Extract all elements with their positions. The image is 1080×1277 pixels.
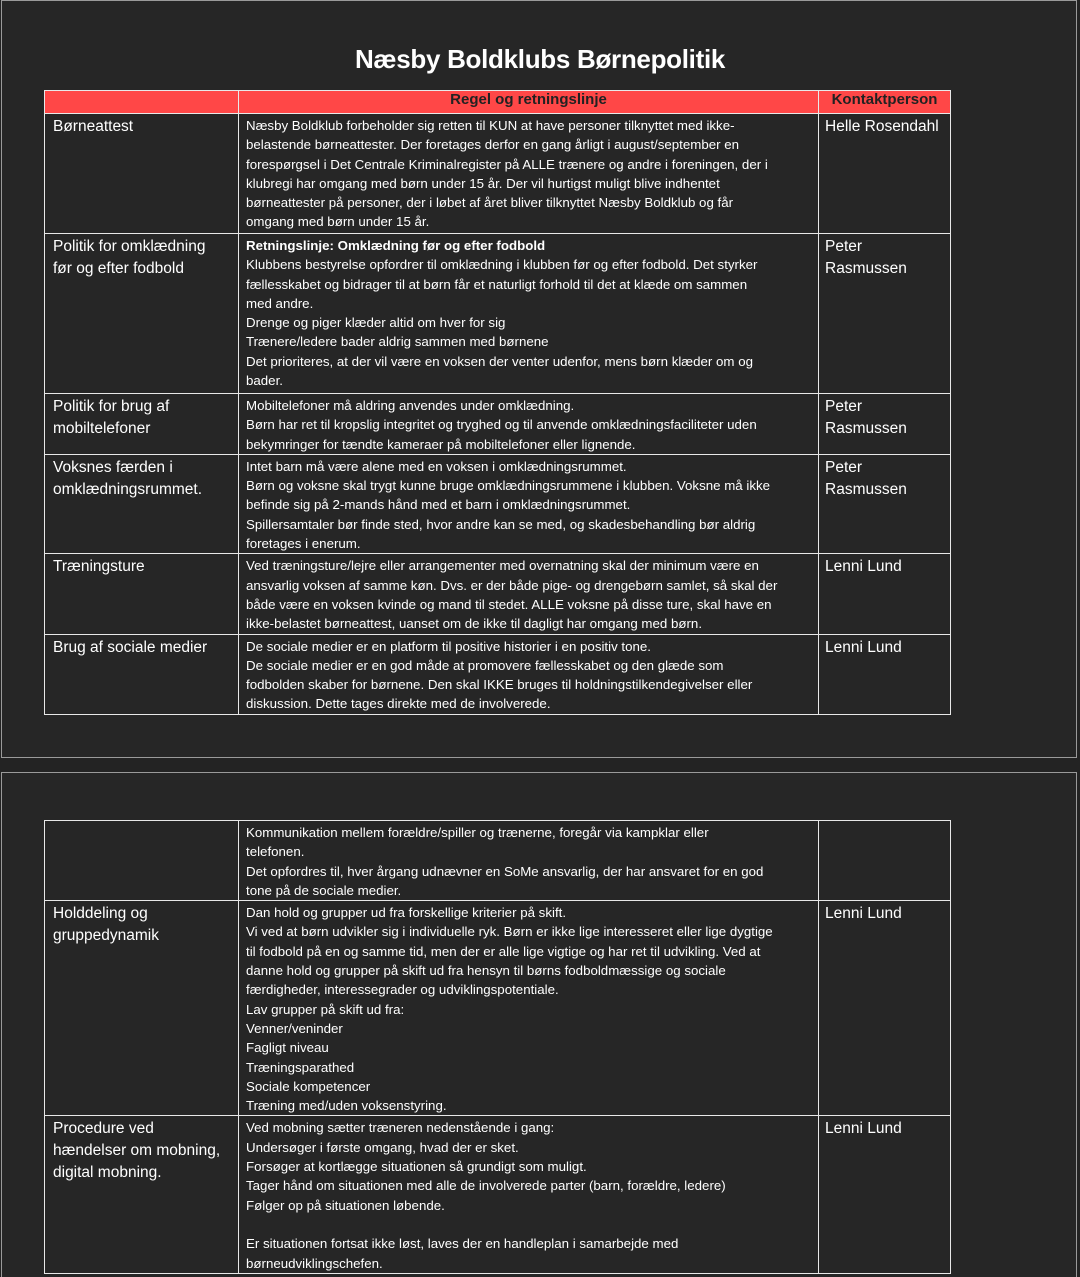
guideline-text: De sociale medier er en god måde at promovere fællesskabet og den glæde som — [246, 657, 724, 673]
guideline-text: fodbolden skaber for børnene. Den skal IKKE bruges til holdningstilkendegivelser eller — [246, 677, 753, 693]
guideline-text: Intet barn må være alene med en voksen i omklædningsrummet. — [246, 458, 627, 474]
contact-cell — [819, 901, 951, 1116]
guideline-text: Trænere/ledere bader aldrig sammen med børnene — [246, 334, 549, 350]
guideline-cell — [239, 901, 819, 1116]
rule-text: Holddeling og — [53, 905, 148, 923]
document-title: Næsby Boldklubs Børnepolitik — [354, 44, 726, 74]
rule-text: før og efter fodbold — [53, 260, 184, 277]
guideline-text: Drenge og piger klæder altid om hver for sig — [246, 315, 506, 331]
contact-cell — [819, 1116, 951, 1273]
guideline-text: både være en voksen kvinde og mand til stedet. ALLE voksne på disse ture, skal have en — [246, 596, 772, 612]
guideline-text: Sociale kompetencer — [246, 1078, 371, 1094]
guideline-text: Undersøger i første omgang, hvad der er sket. — [246, 1139, 519, 1155]
guideline-text: klubregi har omgang med børn under 15 år. Der vil hurtigst muligt blive indhentet — [246, 175, 720, 191]
contact-person: Lenni Lund — [825, 638, 902, 656]
guideline-text: fællesskabet og bidrager til at børn får et naturligt forhold til det at klæde om sammen — [246, 276, 748, 292]
contact-person: Peter — [825, 458, 863, 476]
rule-cell — [45, 634, 239, 714]
guideline-text: ikke-belastet børneattest, uanset om de ikke til dagligt har omgang med børn. — [246, 616, 703, 632]
rule-text: omklædningsrummet. — [53, 480, 203, 498]
guideline-text: diskussion. Dette tages direkte med de involverede. — [246, 696, 551, 712]
guideline-text: Det prioriteres, at der vil være en voksen der venter udenfor, mens børn klæder om og — [246, 353, 753, 369]
rule-text: Procedure ved — [53, 1120, 154, 1138]
rule-cell — [45, 554, 239, 634]
guideline-text: bader. — [246, 373, 283, 389]
header-guideline: Regel og retningslinje — [239, 91, 819, 114]
guideline-text: børneattester på personer, der i løbet af året bliver tilknyttet Næsby Boldklub og får — [246, 195, 734, 211]
guideline-cell — [239, 634, 819, 714]
table-row — [45, 821, 951, 901]
guideline-text: foretages i enerum. — [246, 536, 361, 552]
policy-table-page-1 — [44, 90, 951, 715]
rule-text: hændelser om mobning, — [53, 1142, 221, 1160]
guideline-cell — [239, 821, 819, 901]
contact-cell — [819, 454, 951, 553]
rule-cell — [45, 454, 239, 553]
contact-cell — [819, 114, 951, 234]
guideline-text: Børn og voksne skal trygt kunne bruge omklædningsrummene i klubben. Voksne må ikke — [246, 478, 771, 494]
header-rule — [45, 91, 239, 114]
guideline-cell — [239, 394, 819, 455]
rule-cell — [45, 114, 239, 234]
table-row — [45, 1116, 951, 1273]
guideline-text: danne hold og grupper på skift ud fra hensyn til børns fodboldmæssige og sociale — [246, 963, 726, 979]
contact-cell — [819, 554, 951, 634]
guideline-text: telefonen. — [246, 844, 305, 860]
guideline-text: Børn har ret til kropslig integritet og tryghed og til anvende omklædningsfaciliteter uden — [246, 417, 757, 433]
guideline-text — [246, 1215, 816, 1234]
guideline-text: børneudviklingschefen. — [246, 1255, 383, 1271]
guideline-text: Træning med/uden voksenstyring. — [246, 1098, 447, 1114]
rule-text: Børneattest — [53, 118, 134, 135]
contact-cell — [819, 634, 951, 714]
guideline-text: Mobiltelefoner må aldring anvendes under omklædning. — [246, 398, 575, 413]
rule-cell — [45, 234, 239, 394]
guideline-text: Ved træningsture/lejre eller arrangementer med overnatning skal der minimum være en — [246, 558, 759, 574]
guideline-text: Træningsparathed — [246, 1059, 355, 1075]
contact-person: Rasmussen — [825, 480, 907, 498]
rule-cell — [45, 394, 239, 455]
guideline-text: Dan hold og grupper ud fra forskellige kriterier på skift. — [246, 905, 567, 921]
guideline-text: forespørgsel i Det Centrale Kriminalregister på ALLE trænere og andre i foreningen, der i — [246, 156, 768, 172]
contact-person: Lenni Lund — [825, 1120, 902, 1138]
guideline-text: Kommunikation mellem forældre/spiller og trænerne, foregår via kampklar eller — [246, 825, 709, 840]
contact-cell — [819, 821, 951, 901]
guideline-text: befinde sig på 2-mands hånd med et barn i omklædningsrummet. — [246, 497, 631, 513]
contact-person: Lenni Lund — [825, 558, 902, 576]
rule-text: digital mobning. — [53, 1164, 162, 1182]
guideline-text: Følger op på situationen løbende. — [246, 1197, 445, 1213]
guideline-heading: Retningslinje: Omklædning før og efter fodbold — [246, 238, 546, 253]
guideline-text: Fagligt niveau — [246, 1040, 329, 1056]
table-row — [45, 901, 951, 1116]
rule-text: Brug af sociale medier — [53, 638, 208, 656]
guideline-cell — [239, 454, 819, 553]
table-row — [45, 634, 951, 714]
table-row — [45, 234, 951, 394]
guideline-text: Er situationen fortsat ikke løst, laves der en handleplan i samarbejde med — [246, 1236, 679, 1252]
contact-person: Lenni Lund — [825, 905, 902, 923]
guideline-text: bekymringer for tændte kameraer på mobiltelefoner eller lignende. — [246, 436, 636, 452]
contact-person: Peter — [825, 238, 863, 255]
contact-cell — [819, 234, 951, 394]
table-header-row — [45, 91, 951, 114]
guideline-text: omgang med børn under 15 år. — [246, 214, 430, 230]
table-row — [45, 454, 951, 553]
contact-cell — [819, 394, 951, 455]
guideline-text: Tager hånd om situationen med alle de involverede parter (barn, forældre, ledere) — [246, 1178, 726, 1194]
guideline-text: Det opfordres til, hver årgang udnævner en SoMe ansvarlig, der har ansvaret for en god — [246, 863, 764, 879]
guideline-text: Ved mobning sætter træneren nedenstående i gang: — [246, 1120, 555, 1136]
guideline-text: Spillersamtaler bør finde sted, hvor andre kan se med, og skadesbehandling bør aldrig — [246, 516, 756, 532]
rule-cell — [45, 821, 239, 901]
table-row — [45, 394, 951, 455]
guideline-cell — [239, 1116, 819, 1273]
rule-text: gruppedynamik — [53, 927, 159, 945]
guideline-text: med andre. — [246, 295, 314, 311]
guideline-text: belastende børneattester. Der foretages derfor en gang årligt i august/september en — [246, 137, 740, 153]
rule-text: Politik for brug af — [53, 398, 170, 415]
rule-text: Politik for omklædning — [53, 238, 206, 255]
guideline-cell — [239, 114, 819, 234]
rule-text: Voksnes færden i — [53, 458, 173, 476]
guideline-cell — [239, 554, 819, 634]
guideline-text: tone på de sociale medier. — [246, 882, 402, 898]
table-row — [45, 114, 951, 234]
guideline-text: Næsby Boldklub forbeholder sig retten til KUN at have personer tilknyttet med ikke- — [246, 118, 735, 133]
policy-table-page-2 — [44, 820, 951, 1274]
contact-person: Rasmussen — [825, 420, 907, 437]
table-row — [45, 554, 951, 634]
rule-cell — [45, 901, 239, 1116]
guideline-text: De sociale medier er en platform til positive historier i en positiv tone. — [246, 638, 651, 654]
rule-text: Træningsture — [53, 558, 145, 576]
guideline-text: ansvarlig voksen af samme køn. Dvs. er der både pige- og drengebørn samlet, så skal der — [246, 577, 778, 593]
guideline-text: færdigheder, interessegrader og udviklingspotentiale. — [246, 982, 559, 998]
guideline-text: Lav grupper på skift ud fra: — [246, 1001, 405, 1017]
contact-person: Rasmussen — [825, 260, 907, 277]
guideline-cell — [239, 234, 819, 394]
guideline-text: Venner/veninder — [246, 1020, 343, 1036]
guideline-text: Vi ved at børn udvikler sig i individuelle ryk. Børn er ikke lige interesseret eller lige dygtige — [246, 924, 773, 940]
guideline-text: Forsøger at kortlægge situationen så grundigt som muligt. — [246, 1159, 587, 1175]
guideline-text: til fodbold på en og samme tid, men der er alle lige vigtige og har ret til udvikling. Ved at — [246, 943, 761, 959]
contact-person: Helle Rosendahl — [825, 118, 939, 135]
contact-person: Peter — [825, 398, 863, 415]
rule-text: mobiltelefoner — [53, 420, 151, 437]
guideline-text: Klubbens bestyrelse opfordrer til omklædning i klubben før og efter fodbold. Det styrker — [246, 257, 758, 273]
rule-cell — [45, 1116, 239, 1273]
header-contact: Kontaktperson — [819, 91, 951, 114]
